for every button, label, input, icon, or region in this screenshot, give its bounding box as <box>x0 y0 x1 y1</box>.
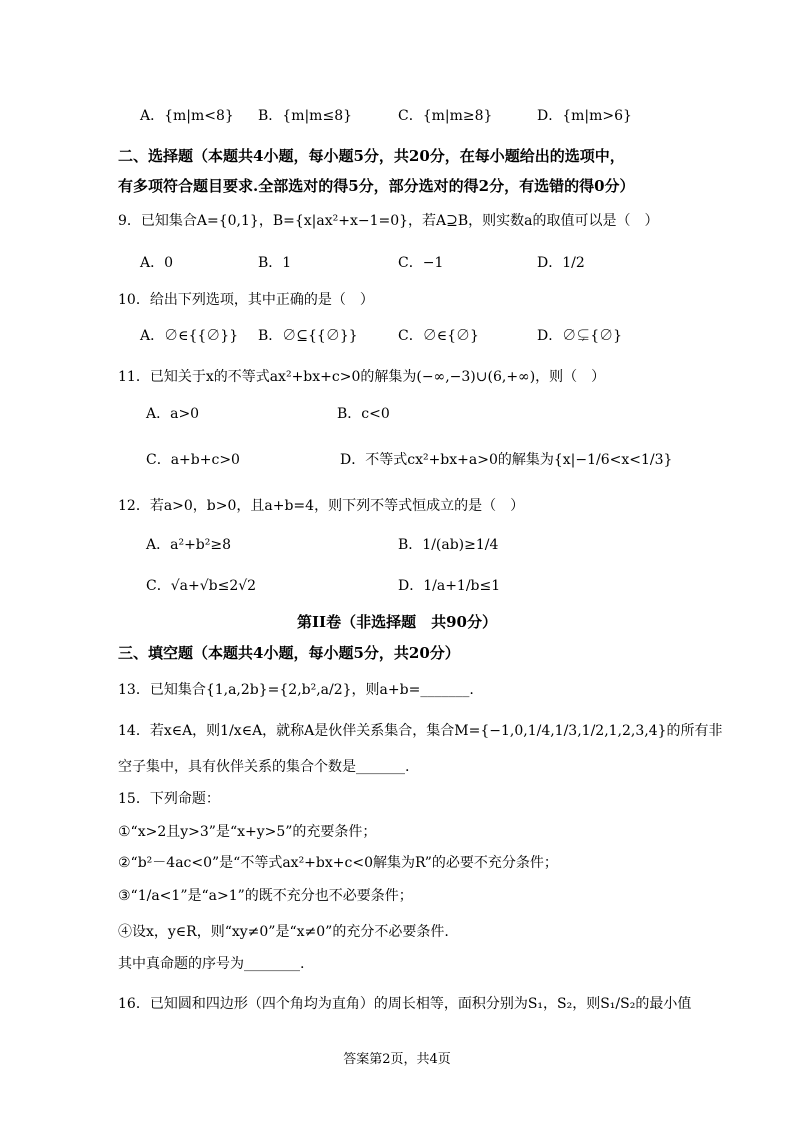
q12-stem: 12．若a>0，b>0，且a+b=4，则下列不等式恒成立的是（ ） <box>118 498 525 514</box>
q9-option-b: B．1 <box>258 255 292 271</box>
section3-heading: 三、填空题（本题共4小题，每小题5分，共20分） <box>118 644 460 662</box>
q11-stem: 11．已知关于x的不等式ax²+bx+c>0的解集为(−∞,−3)∪(6,+∞)，则（ ） <box>118 369 606 385</box>
q14-stem-line1: 14．若x∈A，则1/x∈A，就称A是伙伴关系集合，集合M={−1,0,1/4,1/3,1/2,1,2,3,4}的所有非 <box>118 723 723 739</box>
q14-stem-line2: 空子集中，具有伙伴关系的集合个数是_______. <box>118 759 410 775</box>
q15-stem: 15．下列命题： <box>118 791 220 807</box>
part2-title: 第II卷（非选择题 共90分） <box>297 613 497 631</box>
q9-option-c: C．−1 <box>398 255 444 271</box>
q12-option-a: A．a²+b²≥8 <box>146 537 232 553</box>
q15-item-2: ②“b²－4ac<0”是“不等式ax²+bx+c<0解集为R”的必要不充分条件； <box>118 855 558 871</box>
q10-option-d: D．∅⊊{∅} <box>537 328 623 344</box>
q10-stem: 10．给出下列选项，其中正确的是（ ） <box>118 292 374 308</box>
q11-option-a: A．a>0 <box>146 406 200 422</box>
q16-stem: 16．已知圆和四边形（四个角均为直角）的周长相等，面积分别为S₁，S₂，则S₁/S₂的最小值 <box>118 996 692 1012</box>
section2-heading-line2: 有多项符合题目要求.全部选对的得5分，部分选对的得2分，有选错的得0分） <box>118 177 635 195</box>
q15-answer-prompt: 其中真命题的序号为________. <box>118 956 305 972</box>
page-footer: 答案第2页，共4页 <box>343 1052 451 1067</box>
section2-heading-line1: 二、选择题（本题共4小题，每小题5分，共20分，在每小题给出的选项中， <box>118 147 625 165</box>
q10-option-a: A．∅∈{{∅}} <box>140 328 239 344</box>
q9-option-a: A．0 <box>140 255 174 271</box>
q11-option-b: B．c<0 <box>337 406 390 422</box>
q15-item-4: ④设x，y∈R，则“xy≠0”是“x≠0”的充分不必要条件. <box>118 924 449 940</box>
q9-stem: 9．已知集合A={0,1}，B={x|ax²+x−1=0}，若A⊇B，则实数a的取值可以是（ ） <box>118 213 659 229</box>
q8-option-b: B．{m|m≤8} <box>258 108 353 124</box>
q8-option-a: A．{m|m<8} <box>140 108 234 124</box>
q12-option-b: B．1/(ab)≥1/4 <box>398 537 499 553</box>
q12-option-d: D．1/a+1/b≤1 <box>398 578 501 594</box>
q8-option-d: D．{m|m>6} <box>537 108 632 124</box>
q15-item-3: ③“1/a<1”是“a>1”的既不充分也不必要条件； <box>118 888 413 904</box>
q9-option-d: D．1/2 <box>537 255 585 271</box>
q10-option-b: B．∅⊆{{∅}} <box>258 328 358 344</box>
q11-option-c: C．a+b+c>0 <box>146 452 240 468</box>
q11-option-d: D．不等式cx²+bx+a>0的解集为{x|−1/6<x<1/3} <box>340 452 673 468</box>
q13-stem: 13．已知集合{1,a,2b}={2,b²,a/2}，则a+b=_______. <box>118 682 474 698</box>
q15-item-1: ①“x>2且y>3”是“x+y>5”的充要条件； <box>118 824 377 840</box>
q10-option-c: C．∅∈{∅} <box>398 328 479 344</box>
q12-option-c: C．√a+√b≤2√2 <box>146 578 257 594</box>
q8-option-c: C．{m|m≥8} <box>398 108 493 124</box>
